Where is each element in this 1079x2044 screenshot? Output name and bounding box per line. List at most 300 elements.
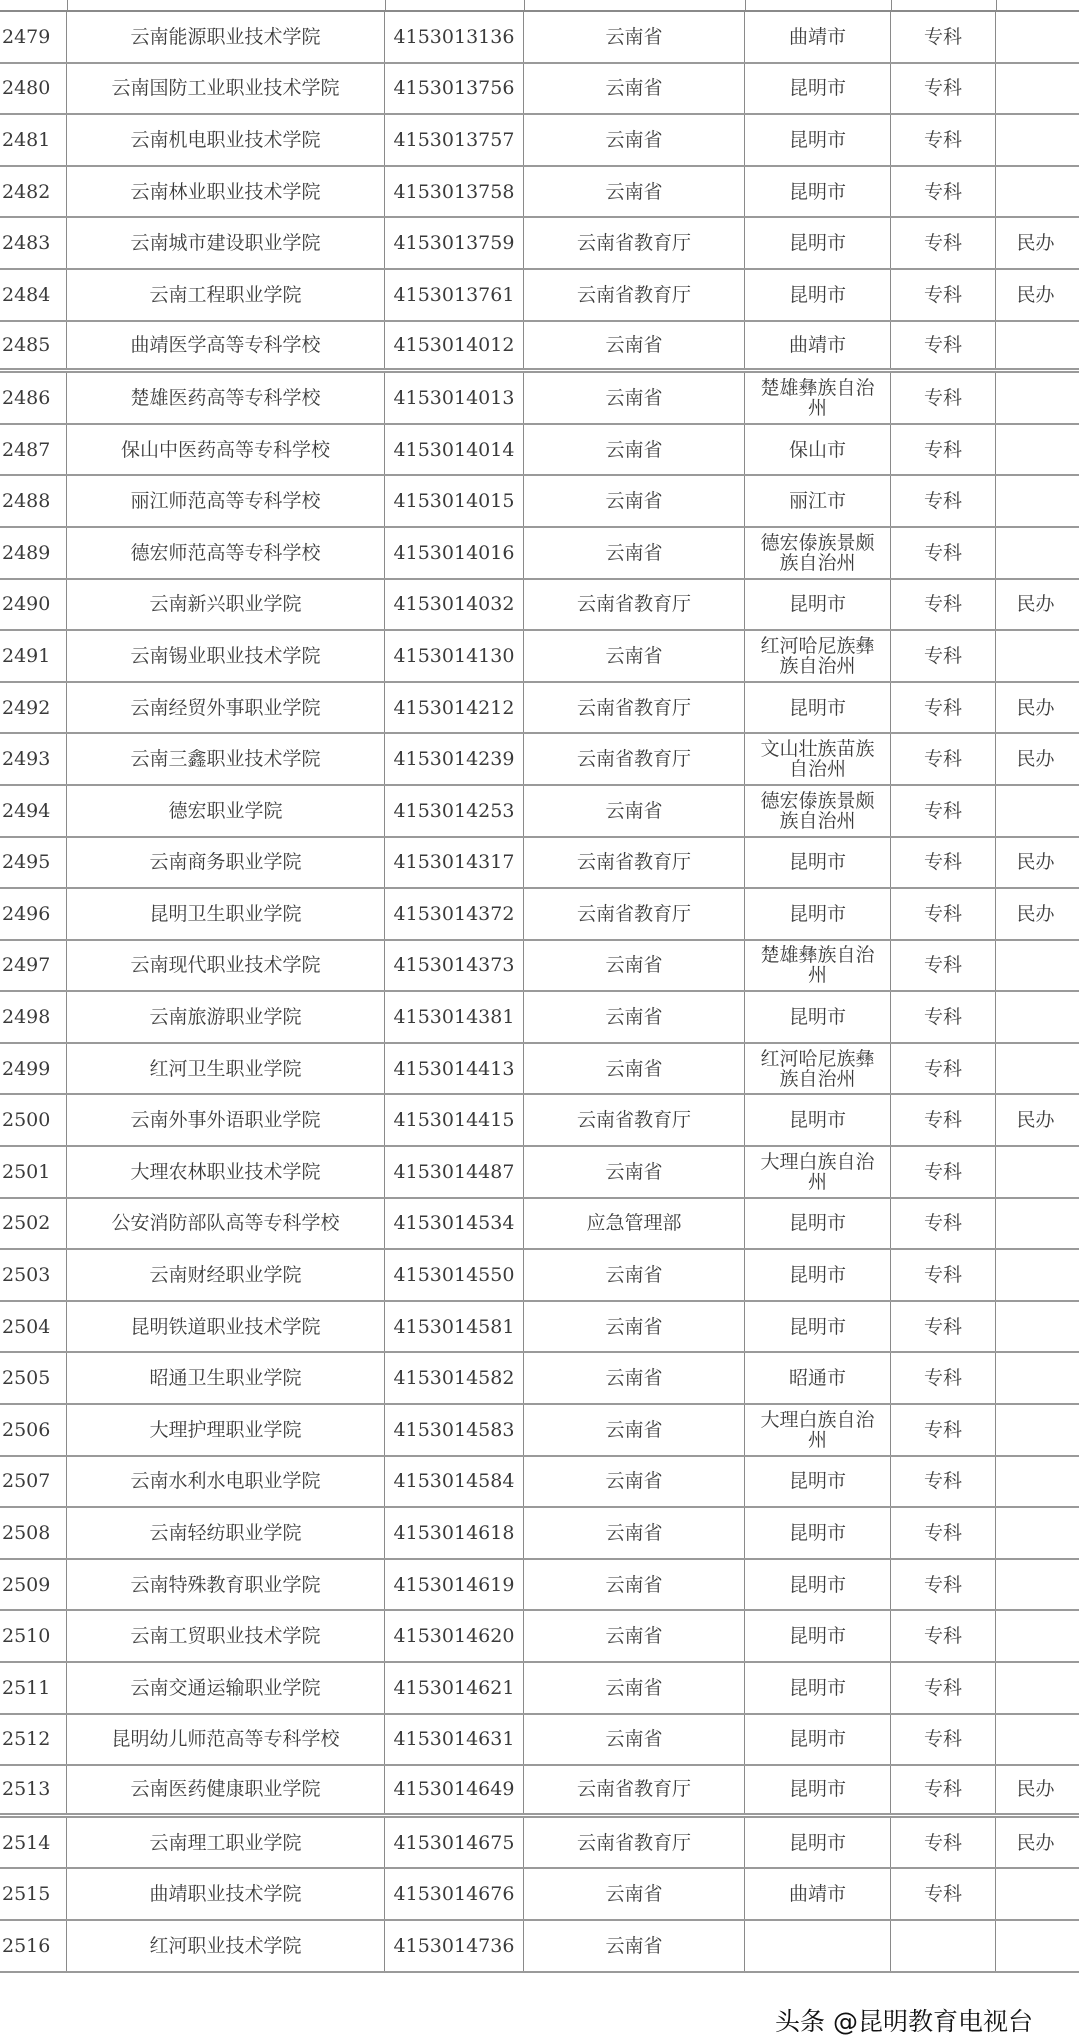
table-row bbox=[0, 373, 1079, 425]
table-row bbox=[0, 1663, 1079, 1715]
location-cell: 曲靖市 bbox=[745, 322, 891, 369]
remark-cell bbox=[996, 1663, 1075, 1713]
row-number-cell: 2488 bbox=[0, 476, 67, 526]
row-number-cell: 2516 bbox=[0, 1921, 67, 1971]
authority-cell: 云南省 bbox=[524, 12, 745, 62]
row-number-cell: 2493 bbox=[0, 734, 67, 784]
school-code-cell: 4153014582 bbox=[385, 1353, 524, 1403]
table-row bbox=[0, 1199, 1079, 1251]
location-cell: 昭通市 bbox=[745, 1353, 891, 1403]
school-name-cell: 云南工贸职业技术学院 bbox=[67, 1611, 385, 1661]
school-code-cell: 4153014212 bbox=[385, 683, 524, 733]
authority-cell: 云南省 bbox=[524, 1457, 745, 1507]
school-name-cell: 云南特殊教育职业学院 bbox=[67, 1560, 385, 1610]
row-number-cell: 2510 bbox=[0, 1611, 67, 1661]
school-code-cell: 4153014373 bbox=[385, 941, 524, 991]
school-name-cell: 红河卫生职业学院 bbox=[67, 1044, 385, 1094]
authority-cell: 云南省 bbox=[524, 1921, 745, 1971]
table-row bbox=[0, 992, 1079, 1044]
school-name-cell: 云南能源职业技术学院 bbox=[67, 12, 385, 62]
location-cell: 楚雄彝族自治州 bbox=[745, 373, 891, 423]
row-number-cell: 2500 bbox=[0, 1095, 67, 1145]
school-name-cell: 云南水利水电职业学院 bbox=[67, 1457, 385, 1507]
location-cell: 昆明市 bbox=[745, 1095, 891, 1145]
table-row bbox=[0, 1095, 1079, 1147]
table-row bbox=[0, 12, 1079, 64]
table-row bbox=[0, 941, 1079, 993]
remark-cell: 民办 bbox=[1016, 283, 1055, 306]
table-row bbox=[0, 1560, 1079, 1612]
remark-cell bbox=[996, 1611, 1075, 1661]
authority-cell: 云南省 bbox=[524, 1353, 745, 1403]
level-cell: 专科 bbox=[891, 631, 996, 681]
level-cell: 专科 bbox=[891, 115, 996, 165]
row-number-cell: 2509 bbox=[0, 1560, 67, 1610]
row-number-cell: 2492 bbox=[0, 683, 67, 733]
level-cell: 专科 bbox=[891, 425, 996, 475]
school-name-cell: 云南新兴职业学院 bbox=[67, 580, 385, 630]
row-number-cell: 2514 bbox=[0, 1818, 67, 1868]
authority-cell: 云南省 bbox=[524, 373, 745, 423]
table-row bbox=[0, 322, 1079, 374]
level-cell: 专科 bbox=[891, 64, 996, 114]
school-code-cell: 4153014130 bbox=[385, 631, 524, 681]
school-code-cell: 4153014012 bbox=[385, 322, 524, 369]
location-cell: 曲靖市 bbox=[745, 1869, 891, 1919]
school-name-cell: 云南交通运输职业学院 bbox=[67, 1663, 385, 1713]
school-code-cell: 4153013761 bbox=[385, 270, 524, 320]
school-name-cell: 云南林业职业技术学院 bbox=[67, 167, 385, 217]
location-cell: 大理白族自治州 bbox=[745, 1405, 891, 1455]
school-code-cell: 4153014413 bbox=[385, 1044, 524, 1094]
table-row bbox=[0, 631, 1079, 683]
school-name-cell: 红河职业技术学院 bbox=[67, 1921, 385, 1971]
level-cell: 专科 bbox=[891, 1766, 996, 1813]
authority-cell: 云南省 bbox=[524, 941, 745, 991]
location-cell: 保山市 bbox=[745, 425, 891, 475]
level-cell bbox=[891, 1921, 996, 1971]
row-number-cell: 2507 bbox=[0, 1457, 67, 1507]
table-row bbox=[0, 1147, 1079, 1199]
level-cell: 专科 bbox=[891, 1405, 996, 1455]
row-number-cell: 2491 bbox=[0, 631, 67, 681]
remark-cell: 民办 bbox=[1016, 232, 1055, 255]
row-number-cell: 2497 bbox=[0, 941, 67, 991]
school-code-cell: 4153014014 bbox=[385, 425, 524, 475]
table-row bbox=[0, 1044, 1079, 1096]
level-cell: 专科 bbox=[891, 218, 996, 268]
school-code-cell: 4153014584 bbox=[385, 1457, 524, 1507]
authority-cell: 云南省教育厅 bbox=[524, 1095, 745, 1145]
school-code-cell: 4153014253 bbox=[385, 786, 524, 836]
school-code-cell: 4153014534 bbox=[385, 1199, 524, 1249]
school-name-cell: 云南商务职业学院 bbox=[67, 838, 385, 888]
remark-cell bbox=[996, 425, 1075, 475]
location-cell: 文山壮族苗族自治州 bbox=[745, 734, 891, 784]
authority-cell: 云南省 bbox=[524, 425, 745, 475]
location-cell bbox=[745, 1921, 891, 1971]
table-row bbox=[0, 115, 1079, 167]
location-cell: 德宏傣族景颇族自治州 bbox=[745, 528, 891, 578]
table-row bbox=[0, 734, 1079, 786]
location-cell: 昆明市 bbox=[745, 1766, 891, 1813]
authority-cell: 云南省 bbox=[524, 1405, 745, 1455]
school-name-cell: 云南现代职业技术学院 bbox=[67, 941, 385, 991]
remark-cell bbox=[996, 322, 1075, 369]
school-code-cell: 4153014550 bbox=[385, 1250, 524, 1300]
table-row bbox=[0, 167, 1079, 219]
school-name-cell: 昆明铁道职业技术学院 bbox=[67, 1302, 385, 1352]
school-name-cell: 曲靖职业技术学院 bbox=[67, 1869, 385, 1919]
row-number-cell: 2496 bbox=[0, 889, 67, 939]
location-cell: 昆明市 bbox=[745, 1457, 891, 1507]
authority-cell: 云南省教育厅 bbox=[524, 580, 745, 630]
school-code-cell: 4153014317 bbox=[385, 838, 524, 888]
row-number-cell: 2508 bbox=[0, 1508, 67, 1558]
row-number-cell: 2494 bbox=[0, 786, 67, 836]
table-row bbox=[0, 1353, 1079, 1405]
table-row bbox=[0, 64, 1079, 116]
school-code-cell: 4153014381 bbox=[385, 992, 524, 1042]
school-code-cell: 4153014631 bbox=[385, 1715, 524, 1765]
school-code-cell: 4153014013 bbox=[385, 373, 524, 423]
authority-cell: 云南省教育厅 bbox=[524, 889, 745, 939]
school-name-cell: 云南三鑫职业技术学院 bbox=[67, 734, 385, 784]
authority-cell: 应急管理部 bbox=[524, 1199, 745, 1249]
location-cell: 昆明市 bbox=[745, 1818, 891, 1868]
school-code-cell: 4153013756 bbox=[385, 64, 524, 114]
remark-cell bbox=[996, 167, 1075, 217]
watermark: 头条 @昆明教育电视台 bbox=[775, 2007, 1033, 2036]
table-row bbox=[0, 580, 1079, 632]
remark-cell bbox=[996, 1250, 1075, 1300]
remark-cell bbox=[996, 1560, 1075, 1610]
school-code-cell: 4153014016 bbox=[385, 528, 524, 578]
school-name-cell: 云南外事外语职业学院 bbox=[67, 1095, 385, 1145]
table-row bbox=[0, 1921, 1079, 1973]
remark-cell bbox=[996, 476, 1075, 526]
school-code-cell: 4153014649 bbox=[385, 1766, 524, 1813]
school-code-cell: 4153014618 bbox=[385, 1508, 524, 1558]
school-name-cell: 云南经贸外事职业学院 bbox=[67, 683, 385, 733]
authority-cell: 云南省 bbox=[524, 631, 745, 681]
remark-cell bbox=[996, 373, 1075, 423]
table-row bbox=[0, 1766, 1079, 1818]
level-cell: 专科 bbox=[891, 1302, 996, 1352]
table-row bbox=[0, 889, 1079, 941]
school-name-cell: 云南轻纺职业学院 bbox=[67, 1508, 385, 1558]
table-row bbox=[0, 1508, 1079, 1560]
authority-cell: 云南省 bbox=[524, 64, 745, 114]
school-code-cell: 4153014239 bbox=[385, 734, 524, 784]
row-number-cell: 2499 bbox=[0, 1044, 67, 1094]
table-row bbox=[0, 1302, 1079, 1354]
remark-cell bbox=[996, 1457, 1075, 1507]
authority-cell: 云南省 bbox=[524, 167, 745, 217]
level-cell: 专科 bbox=[891, 167, 996, 217]
level-cell: 专科 bbox=[891, 941, 996, 991]
level-cell: 专科 bbox=[891, 12, 996, 62]
authority-cell: 云南省 bbox=[524, 1663, 745, 1713]
table-row bbox=[0, 1405, 1079, 1457]
remark-cell: 民办 bbox=[1016, 902, 1055, 925]
school-code-cell: 4153013136 bbox=[385, 12, 524, 62]
remark-cell bbox=[996, 1869, 1075, 1919]
remark-cell: 民办 bbox=[1016, 748, 1055, 771]
school-name-cell: 云南工程职业学院 bbox=[67, 270, 385, 320]
level-cell: 专科 bbox=[891, 1663, 996, 1713]
row-number-cell: 2484 bbox=[0, 270, 67, 320]
remark-cell: 民办 bbox=[1016, 1109, 1055, 1132]
row-number-cell: 2498 bbox=[0, 992, 67, 1042]
remark-cell bbox=[996, 1199, 1075, 1249]
school-code-cell: 4153014015 bbox=[385, 476, 524, 526]
table-row bbox=[0, 1818, 1079, 1870]
remark-cell bbox=[996, 941, 1075, 991]
table-row bbox=[0, 683, 1079, 735]
table-row bbox=[0, 1715, 1079, 1767]
row-number-cell: 2495 bbox=[0, 838, 67, 888]
remark-cell bbox=[996, 64, 1075, 114]
row-number-cell: 2513 bbox=[0, 1766, 67, 1813]
location-cell: 昆明市 bbox=[745, 1199, 891, 1249]
school-name-cell: 保山中医药高等专科学校 bbox=[67, 425, 385, 475]
row-number-cell: 2482 bbox=[0, 167, 67, 217]
remark-cell: 民办 bbox=[1016, 593, 1055, 616]
row-number-cell: 2481 bbox=[0, 115, 67, 165]
table-row bbox=[0, 528, 1079, 580]
location-cell: 昆明市 bbox=[745, 218, 891, 268]
table-row bbox=[0, 218, 1079, 270]
remark-cell bbox=[996, 786, 1075, 836]
table-row bbox=[0, 270, 1079, 322]
level-cell: 专科 bbox=[891, 1095, 996, 1145]
table-row bbox=[0, 838, 1079, 890]
location-cell: 红河哈尼族彝族自治州 bbox=[745, 631, 891, 681]
level-cell: 专科 bbox=[891, 270, 996, 320]
level-cell: 专科 bbox=[891, 322, 996, 369]
authority-cell: 云南省 bbox=[524, 786, 745, 836]
row-number-cell: 2502 bbox=[0, 1199, 67, 1249]
level-cell: 专科 bbox=[891, 1147, 996, 1197]
row-number-cell: 2505 bbox=[0, 1353, 67, 1403]
location-cell: 昆明市 bbox=[745, 838, 891, 888]
row-number-cell: 2487 bbox=[0, 425, 67, 475]
location-cell: 昆明市 bbox=[745, 580, 891, 630]
school-code-cell: 4153013759 bbox=[385, 218, 524, 268]
school-name-cell: 曲靖医学高等专科学校 bbox=[67, 322, 385, 369]
level-cell: 专科 bbox=[891, 373, 996, 423]
school-code-cell: 4153014621 bbox=[385, 1663, 524, 1713]
school-name-cell: 楚雄医药高等专科学校 bbox=[67, 373, 385, 423]
remark-cell bbox=[996, 631, 1075, 681]
school-code-cell: 4153014032 bbox=[385, 580, 524, 630]
authority-cell: 云南省教育厅 bbox=[524, 270, 745, 320]
school-name-cell: 昆明卫生职业学院 bbox=[67, 889, 385, 939]
row-number-cell: 2501 bbox=[0, 1147, 67, 1197]
school-code-cell: 4153014736 bbox=[385, 1921, 524, 1971]
level-cell: 专科 bbox=[891, 1869, 996, 1919]
level-cell: 专科 bbox=[891, 1250, 996, 1300]
school-code-cell: 4153013757 bbox=[385, 115, 524, 165]
school-code-cell: 4153014676 bbox=[385, 1869, 524, 1919]
school-name-cell: 云南城市建设职业学院 bbox=[67, 218, 385, 268]
remark-cell bbox=[996, 1715, 1075, 1765]
remark-cell bbox=[996, 12, 1075, 62]
remark-cell bbox=[996, 1147, 1075, 1197]
school-code-cell: 4153014583 bbox=[385, 1405, 524, 1455]
authority-cell: 云南省 bbox=[524, 1715, 745, 1765]
location-cell: 丽江市 bbox=[745, 476, 891, 526]
row-number-cell: 2486 bbox=[0, 373, 67, 423]
authority-cell: 云南省 bbox=[524, 1147, 745, 1197]
school-name-cell: 云南财经职业学院 bbox=[67, 1250, 385, 1300]
level-cell: 专科 bbox=[891, 1818, 996, 1868]
location-cell: 昆明市 bbox=[745, 1560, 891, 1610]
school-name-cell: 昆明幼儿师范高等专科学校 bbox=[67, 1715, 385, 1765]
remark-cell: 民办 bbox=[1016, 1778, 1055, 1801]
school-code-cell: 4153014675 bbox=[385, 1818, 524, 1868]
level-cell: 专科 bbox=[891, 580, 996, 630]
location-cell: 昆明市 bbox=[745, 1715, 891, 1765]
level-cell: 专科 bbox=[891, 838, 996, 888]
school-name-cell: 丽江师范高等专科学校 bbox=[67, 476, 385, 526]
row-number-cell: 2506 bbox=[0, 1405, 67, 1455]
remark-cell bbox=[996, 1302, 1075, 1352]
level-cell: 专科 bbox=[891, 1611, 996, 1661]
remark-cell bbox=[996, 1508, 1075, 1558]
row-number-cell: 2480 bbox=[0, 64, 67, 114]
level-cell: 专科 bbox=[891, 1353, 996, 1403]
authority-cell: 云南省 bbox=[524, 1044, 745, 1094]
authority-cell: 云南省 bbox=[524, 1508, 745, 1558]
level-cell: 专科 bbox=[891, 1199, 996, 1249]
school-code-cell: 4153014415 bbox=[385, 1095, 524, 1145]
location-cell: 昆明市 bbox=[745, 115, 891, 165]
location-cell: 昆明市 bbox=[745, 889, 891, 939]
location-cell: 楚雄彝族自治州 bbox=[745, 941, 891, 991]
table-row bbox=[0, 786, 1079, 838]
row-number-cell: 2511 bbox=[0, 1663, 67, 1713]
school-name-cell: 德宏师范高等专科学校 bbox=[67, 528, 385, 578]
location-cell: 德宏傣族景颇族自治州 bbox=[745, 786, 891, 836]
authority-cell: 云南省 bbox=[524, 115, 745, 165]
school-code-cell: 4153014487 bbox=[385, 1147, 524, 1197]
level-cell: 专科 bbox=[891, 528, 996, 578]
authority-cell: 云南省 bbox=[524, 992, 745, 1042]
school-code-cell: 4153013758 bbox=[385, 167, 524, 217]
remark-cell: 民办 bbox=[1016, 1831, 1055, 1854]
remark-cell bbox=[996, 1353, 1075, 1403]
school-code-cell: 4153014619 bbox=[385, 1560, 524, 1610]
authority-cell: 云南省 bbox=[524, 1250, 745, 1300]
remark-cell bbox=[996, 1921, 1075, 1971]
location-cell: 昆明市 bbox=[745, 167, 891, 217]
authority-cell: 云南省教育厅 bbox=[524, 218, 745, 268]
authority-cell: 云南省 bbox=[524, 476, 745, 526]
location-cell: 昆明市 bbox=[745, 270, 891, 320]
row-number-cell: 2490 bbox=[0, 580, 67, 630]
authority-cell: 云南省 bbox=[524, 1611, 745, 1661]
location-cell: 昆明市 bbox=[745, 1611, 891, 1661]
remark-cell: 民办 bbox=[1016, 851, 1055, 874]
level-cell: 专科 bbox=[891, 734, 996, 784]
authority-cell: 云南省 bbox=[524, 322, 745, 369]
school-name-cell: 云南锡业职业技术学院 bbox=[67, 631, 385, 681]
remark-cell: 民办 bbox=[1016, 696, 1055, 719]
location-cell: 昆明市 bbox=[745, 64, 891, 114]
table-row bbox=[0, 1611, 1079, 1663]
authority-cell: 云南省 bbox=[524, 528, 745, 578]
authority-cell: 云南省 bbox=[524, 1869, 745, 1919]
school-name-cell: 大理护理职业学院 bbox=[67, 1405, 385, 1455]
remark-cell bbox=[996, 1044, 1075, 1094]
level-cell: 专科 bbox=[891, 992, 996, 1042]
school-name-cell: 云南国防工业职业技术学院 bbox=[67, 64, 385, 114]
school-code-cell: 4153014581 bbox=[385, 1302, 524, 1352]
college-list-table bbox=[0, 10, 1079, 1973]
school-name-cell: 云南旅游职业学院 bbox=[67, 992, 385, 1042]
authority-cell: 云南省教育厅 bbox=[524, 683, 745, 733]
school-name-cell: 德宏职业学院 bbox=[67, 786, 385, 836]
level-cell: 专科 bbox=[891, 476, 996, 526]
location-cell: 昆明市 bbox=[745, 1508, 891, 1558]
authority-cell: 云南省 bbox=[524, 1560, 745, 1610]
row-number-cell: 2503 bbox=[0, 1250, 67, 1300]
remark-cell bbox=[996, 1405, 1075, 1455]
level-cell: 专科 bbox=[891, 786, 996, 836]
location-cell: 昆明市 bbox=[745, 683, 891, 733]
table-row bbox=[0, 476, 1079, 528]
location-cell: 昆明市 bbox=[745, 992, 891, 1042]
level-cell: 专科 bbox=[891, 889, 996, 939]
table-row bbox=[0, 425, 1079, 477]
level-cell: 专科 bbox=[891, 1044, 996, 1094]
location-cell: 红河哈尼族彝族自治州 bbox=[745, 1044, 891, 1094]
row-number-cell: 2485 bbox=[0, 322, 67, 369]
row-number-cell: 2479 bbox=[0, 12, 67, 62]
location-cell: 昆明市 bbox=[745, 1663, 891, 1713]
level-cell: 专科 bbox=[891, 683, 996, 733]
remark-cell bbox=[996, 115, 1075, 165]
school-name-cell: 云南机电职业技术学院 bbox=[67, 115, 385, 165]
school-code-cell: 4153014372 bbox=[385, 889, 524, 939]
level-cell: 专科 bbox=[891, 1508, 996, 1558]
school-name-cell: 云南医药健康职业学院 bbox=[67, 1766, 385, 1813]
level-cell: 专科 bbox=[891, 1715, 996, 1765]
authority-cell: 云南省教育厅 bbox=[524, 1818, 745, 1868]
row-number-cell: 2504 bbox=[0, 1302, 67, 1352]
location-cell: 昆明市 bbox=[745, 1302, 891, 1352]
row-number-cell: 2512 bbox=[0, 1715, 67, 1765]
remark-cell bbox=[996, 992, 1075, 1042]
location-cell: 昆明市 bbox=[745, 1250, 891, 1300]
level-cell: 专科 bbox=[891, 1457, 996, 1507]
level-cell: 专科 bbox=[891, 1560, 996, 1610]
school-name-cell: 昭通卫生职业学院 bbox=[67, 1353, 385, 1403]
school-name-cell: 大理农林职业技术学院 bbox=[67, 1147, 385, 1197]
remark-cell bbox=[996, 528, 1075, 578]
table-row bbox=[0, 1250, 1079, 1302]
authority-cell: 云南省 bbox=[524, 1302, 745, 1352]
school-name-cell: 云南理工职业学院 bbox=[67, 1818, 385, 1868]
row-number-cell: 2483 bbox=[0, 218, 67, 268]
table-row bbox=[0, 1457, 1079, 1509]
authority-cell: 云南省教育厅 bbox=[524, 838, 745, 888]
location-cell: 大理白族自治州 bbox=[745, 1147, 891, 1197]
authority-cell: 云南省教育厅 bbox=[524, 1766, 745, 1813]
location-cell: 曲靖市 bbox=[745, 12, 891, 62]
